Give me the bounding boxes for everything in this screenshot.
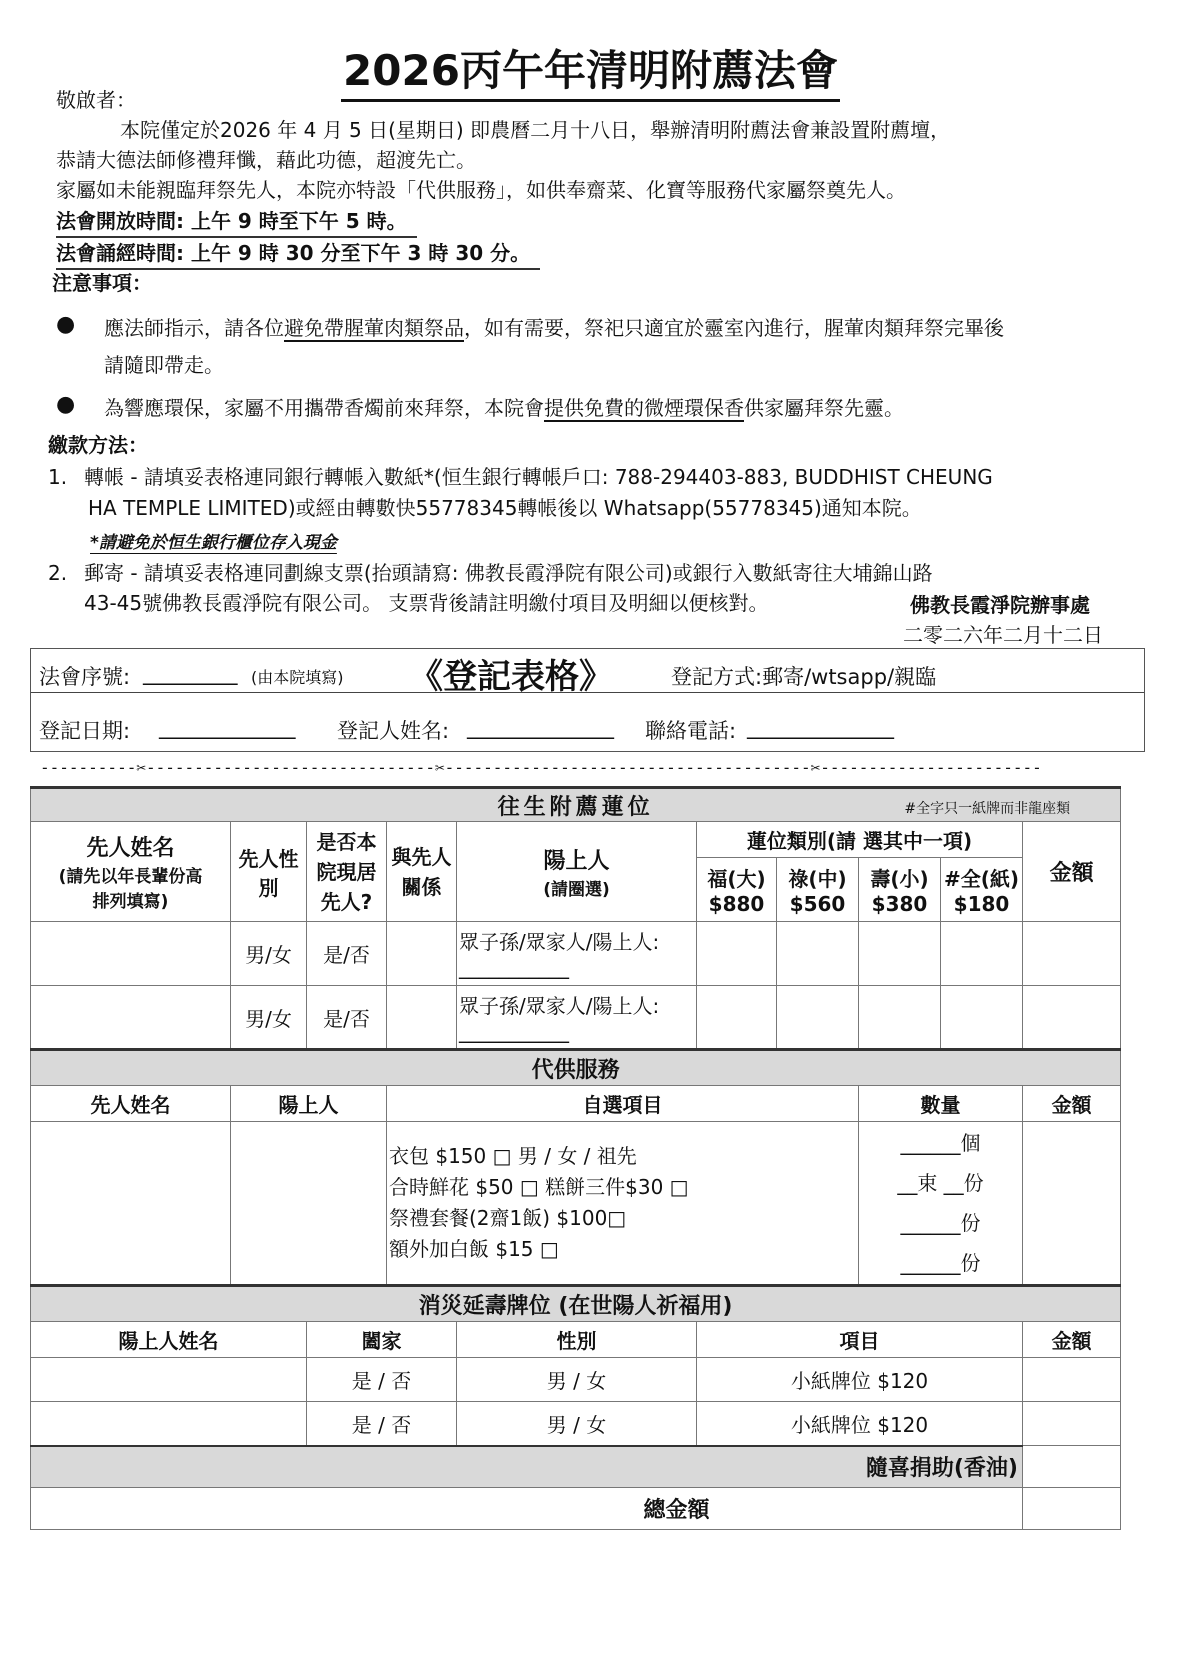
blessing-section-title: 消災延壽牌位 (在世陽人祈福用) (31, 1286, 1121, 1322)
amount-cell[interactable] (1023, 1122, 1121, 1286)
col-amount: 金額 (1023, 1322, 1121, 1358)
proxy-item[interactable]: 祭禮套餐(2齋1飯) $100□ (389, 1206, 627, 1230)
family-cell[interactable]: 是 / 否 (307, 1358, 457, 1402)
payment-method-1-number: 1. (48, 465, 68, 489)
table-row (31, 1402, 1121, 1446)
lotus-section-title: 往生附薦蓮位 (497, 793, 654, 820)
total-label: 總金額 (31, 1488, 1023, 1530)
deceased-name-cell[interactable] (31, 986, 231, 1050)
gender-cell[interactable]: 男 / 女 (457, 1402, 697, 1446)
lotus-type-cell[interactable] (777, 986, 859, 1050)
lotus-section-header (31, 788, 1121, 822)
gender-cell[interactable]: 男 / 女 (457, 1358, 697, 1402)
issue-date: 二零二六年二月十二日 (903, 623, 1103, 647)
serial-label: 法會序號: (39, 665, 131, 689)
note-item-1-highlight: 避免帶腥葷肉類祭品 (284, 316, 464, 340)
lotus-type-cell[interactable] (859, 986, 941, 1050)
bullet-icon: ● (56, 312, 76, 337)
registration-box (30, 648, 1145, 752)
table-row (31, 1122, 1121, 1286)
document-title: 2026丙午年清明附薦法會 (0, 38, 1181, 98)
lotus-type-option: 祿(中) $560 (777, 858, 859, 922)
deceased-name-cell[interactable] (31, 922, 231, 986)
serial-field[interactable]: _________ (143, 661, 238, 685)
amount-cell[interactable] (1023, 1358, 1121, 1402)
quantity-field[interactable]: ______份 (900, 1251, 981, 1275)
application-table (30, 786, 1121, 1530)
resident-cell[interactable]: 是/否 (307, 986, 387, 1050)
phone-field[interactable]: ______________ (747, 715, 894, 739)
descendant-name-cell[interactable] (31, 1358, 307, 1402)
col-deceased-name: 先人姓名 (31, 1086, 231, 1122)
form-title: 《登記表格》 (409, 657, 613, 697)
col-lotus-type: 蓮位類別(請 選其中一項) (697, 822, 1023, 858)
table-row (31, 1358, 1121, 1402)
proxy-item[interactable]: 衣包 $150 □ 男 / 女 / 祖先 (389, 1144, 637, 1168)
descendant-name-cell[interactable] (31, 1402, 307, 1446)
relation-cell[interactable] (387, 986, 457, 1050)
col-quantity: 數量 (859, 1086, 1023, 1122)
quantity-field[interactable]: ______份 (900, 1211, 981, 1235)
descendant-cell[interactable]: 眾子孫/眾家人/陽上人: ___________ (457, 922, 697, 986)
lotus-section-note: #全字只一紙牌而非龍座類 (904, 801, 1071, 817)
signature: 佛教長霞淨院辦事處 (910, 593, 1090, 617)
col-items: 自選項目 (387, 1086, 859, 1122)
lotus-type-option: 福(大) $880 (697, 858, 777, 922)
blessing-header-row (31, 1322, 1121, 1358)
intro-line-2: 恭請大德法師修禮拜懺，藉此功德，超渡先亡。 (56, 148, 476, 172)
proxy-section-title: 代供服務 (31, 1050, 1121, 1086)
registrant-name-field[interactable]: ______________ (467, 715, 614, 739)
payment-heading: 繳款方法： (48, 433, 148, 457)
deceased-name-cell[interactable] (31, 1122, 231, 1286)
proxy-quantity-cell[interactable] (859, 1122, 1023, 1286)
intro-line-3: 家屬如未能親臨拜祭先人，本院亦特設「代供服務」，如供奉齋菜、化寶等服務代家屬祭奠先人。 (56, 178, 906, 202)
proxy-items-cell[interactable] (387, 1122, 859, 1286)
descendant-cell[interactable] (231, 1122, 387, 1286)
lotus-type-cell[interactable] (941, 922, 1023, 986)
col-resident: 是否本院現居先人? (307, 822, 387, 922)
registrant-name-label: 登記人姓名: (337, 719, 450, 743)
donation-label: 隨喜捐助(香油) (31, 1446, 1023, 1488)
item-cell: 小紙牌位 $120 (697, 1402, 1023, 1446)
col-deceased-name: 先人姓名 (請先以年長輩份高 排列填寫) (31, 822, 231, 922)
payment-method-2-number: 2. (48, 561, 68, 585)
payment-method-2-cont: 43-45號佛教長霞淨院有限公司。 支票背後請註明繳付項目及明細以便核對。 (84, 591, 769, 615)
quantity-field[interactable]: __束 __份 (897, 1171, 984, 1195)
lotus-type-cell[interactable] (859, 922, 941, 986)
col-amount: 金額 (1023, 822, 1121, 922)
total-row (31, 1488, 1121, 1530)
bullet-icon: ● (56, 392, 76, 417)
amount-cell[interactable] (1023, 1402, 1121, 1446)
family-cell[interactable]: 是 / 否 (307, 1402, 457, 1446)
table-row (31, 922, 1121, 986)
item-cell: 小紙牌位 $120 (697, 1358, 1023, 1402)
open-hours: 法會開放時間: 上午 9 時至下午 5 時。 (56, 206, 417, 238)
lotus-type-option: 壽(小) $380 (859, 858, 941, 922)
table-row (31, 986, 1121, 1050)
cut-line: ----------✂------------------------------✂--------------------------------------✂----------------------- (40, 758, 1042, 777)
payment-method-1: 轉帳 - 請填妥表格連同銀行轉帳入數紙*(恒生銀行轉帳戶口: 788-294403-883, BUDDHIST CHEUNG (84, 465, 993, 489)
proxy-section-header (31, 1050, 1121, 1086)
chant-hours: 法會誦經時間: 上午 9 時 30 分至下午 3 時 30 分。 (56, 238, 540, 270)
proxy-header-row (31, 1086, 1121, 1122)
col-relation: 與先人關係 (387, 822, 457, 922)
notes-heading: 注意事項： (52, 271, 152, 295)
note-item-1: 應法師指示，請各位避免帶腥葷肉類祭品，如有需要，祭祀只適宜於靈室內進行，腥葷肉類拜祭完畢後 (104, 316, 1004, 340)
note-item-2: 為響應環保，家屬不用攜帶香燭前來拜祭，本院會提供免費的微煙環保香供家屬拜祭先靈。 (104, 396, 904, 420)
col-descendant: 陽上人 (請圈選) (457, 822, 697, 922)
col-item: 項目 (697, 1322, 1023, 1358)
col-gender: 先人性別 (231, 822, 307, 922)
registration-date-label: 登記日期: (39, 719, 131, 743)
lotus-type-cell[interactable] (941, 986, 1023, 1050)
lotus-type-cell[interactable] (777, 922, 859, 986)
col-family: 闔家 (307, 1322, 457, 1358)
blessing-section-header (31, 1286, 1121, 1322)
gender-cell[interactable]: 男/女 (231, 986, 307, 1050)
payment-method-1-cont: HA TEMPLE LIMITED)或經由轉數快55778345轉帳後以 Whatsapp(55778345)通知本院。 (88, 496, 922, 520)
quantity-field[interactable]: ______個 (900, 1131, 981, 1155)
gender-cell[interactable]: 男/女 (231, 922, 307, 986)
registration-method: 登記方式:郵寄/wtsapp/親臨 (671, 665, 937, 689)
lotus-header-row (31, 822, 1121, 858)
intro-line-1: 本院僅定於2026 年 4 月 5 日(星期日) 即農曆二月十八日，舉辦清明附薦法會兼設置附薦壇， (120, 118, 951, 142)
donation-row (31, 1446, 1121, 1488)
note-item-2-highlight: 提供免費的微煙環保香 (544, 396, 744, 420)
registration-info-row (31, 693, 1144, 751)
proxy-item[interactable]: 合時鮮花 $50 □ 糕餅三件$30 □ (389, 1175, 689, 1199)
salutation: 敬啟者： (56, 88, 136, 112)
note-item-1-cont: 請隨即帶走。 (104, 353, 224, 377)
col-descendant-name: 陽上人姓名 (31, 1322, 307, 1358)
col-descendant: 陽上人 (231, 1086, 387, 1122)
registration-header-row (31, 649, 1144, 697)
payment-method-2: 郵寄 - 請填妥表格連同劃線支票(抬頭請寫: 佛教長霞淨院有限公司)或銀行入數紙寄往大埔錦山路 (84, 561, 933, 585)
lotus-type-cell[interactable] (697, 922, 777, 986)
total-amount-cell[interactable] (1023, 1488, 1121, 1530)
relation-cell[interactable] (387, 922, 457, 986)
lotus-type-option: #全(紙) $180 (941, 858, 1023, 922)
descendant-cell[interactable]: 眾子孫/眾家人/陽上人: ___________ (457, 986, 697, 1050)
lotus-type-cell[interactable] (697, 986, 777, 1050)
resident-cell[interactable]: 是/否 (307, 922, 387, 986)
donation-amount-cell[interactable] (1023, 1446, 1121, 1488)
col-gender: 性別 (457, 1322, 697, 1358)
amount-cell[interactable] (1023, 922, 1121, 986)
proxy-item[interactable]: 額外加白飯 $15 □ (389, 1237, 559, 1261)
col-amount: 金額 (1023, 1086, 1121, 1122)
cash-warning: *請避免於恒生銀行櫃位存入現金 (90, 533, 337, 553)
registration-date-field[interactable]: _____________ (159, 715, 296, 739)
phone-label: 聯絡電話: (645, 719, 737, 743)
serial-note: (由本院填寫) (251, 668, 344, 687)
amount-cell[interactable] (1023, 986, 1121, 1050)
